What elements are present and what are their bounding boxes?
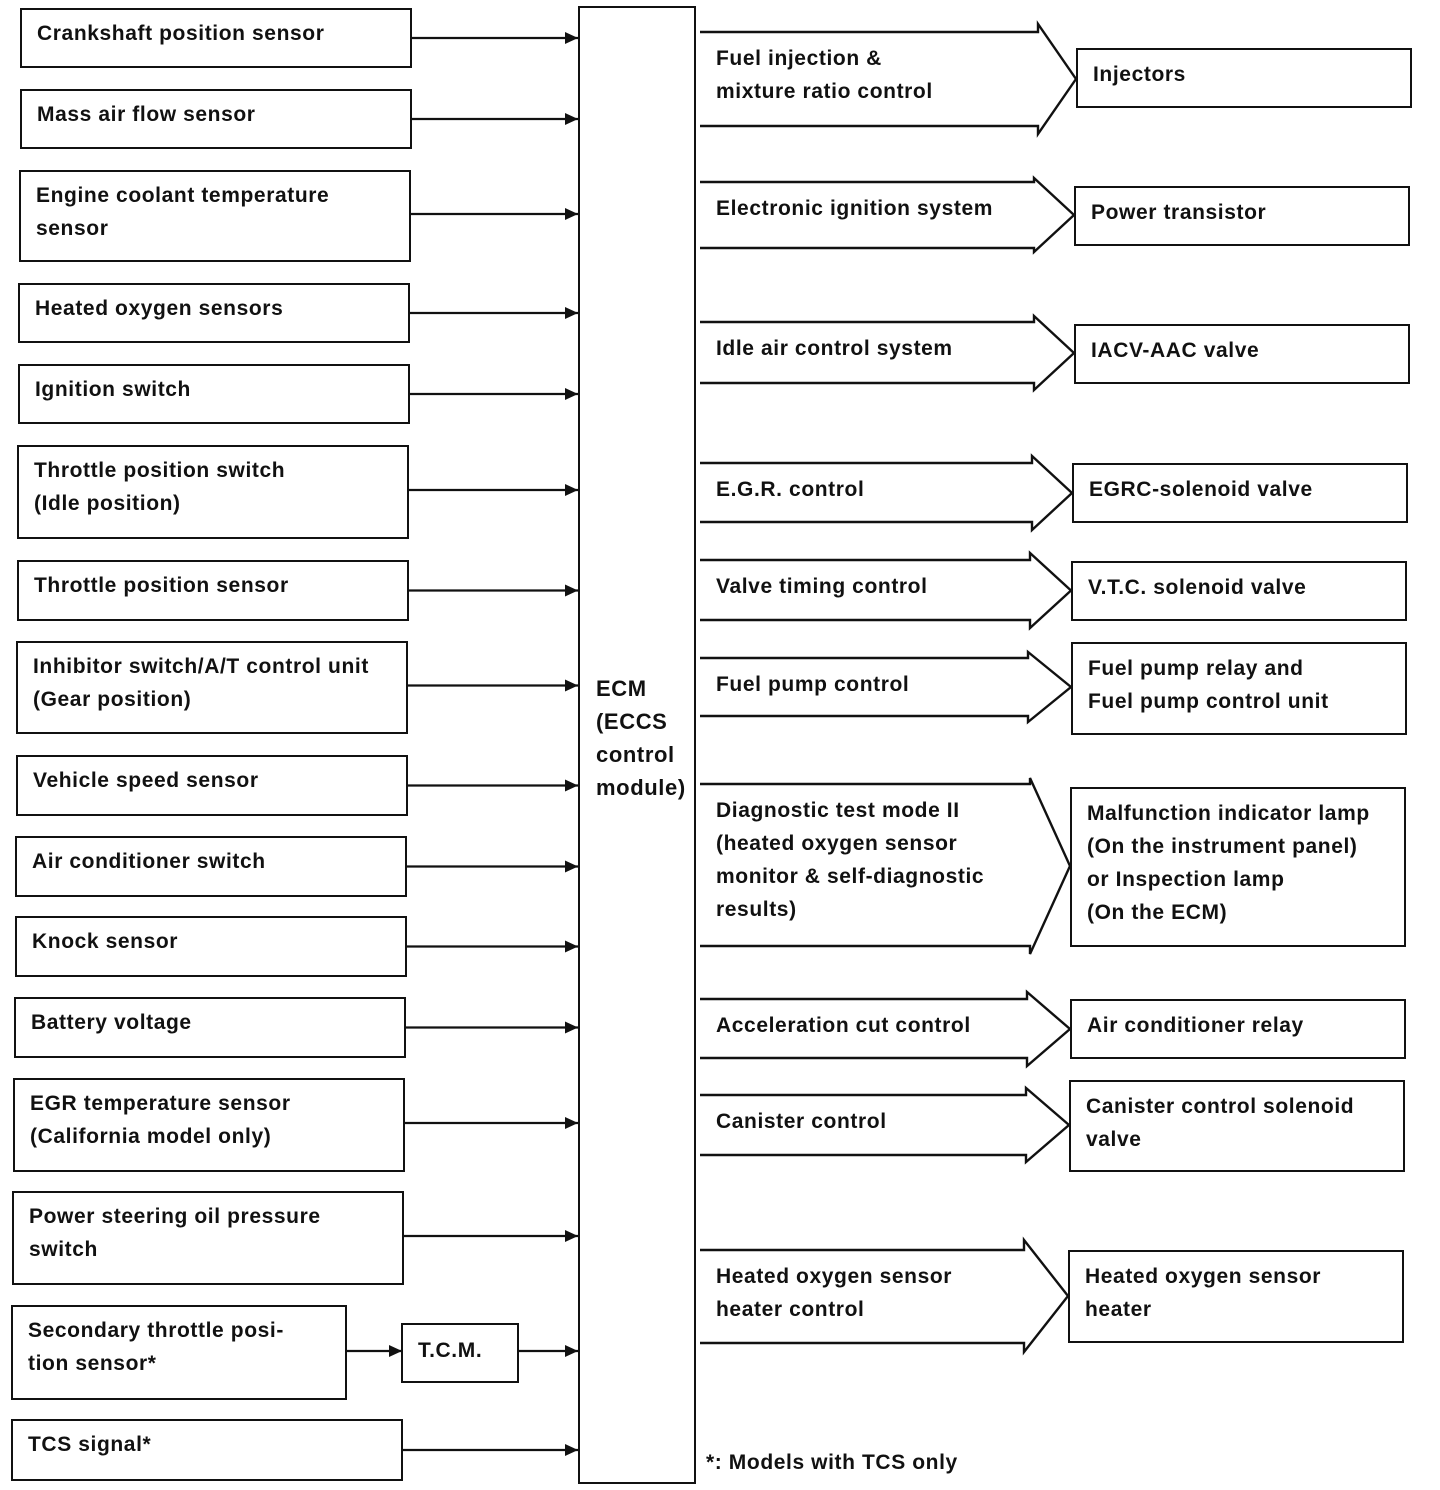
input-label-4: Heated oxygen sensors: [35, 297, 284, 320]
input-label-3: Engine coolant temperature sensor: [36, 184, 330, 240]
input-label-5: Ignition switch: [35, 378, 191, 401]
arrowhead-input-2: [565, 113, 578, 125]
arrowhead-input-8: [565, 680, 578, 692]
input-label-16: TCS signal*: [28, 1433, 152, 1456]
ecm-label: ECM (ECCS control module): [596, 676, 686, 800]
arrowhead-input-11: [565, 941, 578, 953]
arrowhead-tcm-to-ecm: [565, 1345, 578, 1357]
actuator-label-4: EGRC-solenoid valve: [1089, 478, 1313, 501]
input-label-10: Air conditioner switch: [32, 850, 266, 873]
actuator-label-3: IACV-AAC valve: [1091, 339, 1260, 362]
tcm-label: T.C.M.: [418, 1339, 483, 1362]
output-control-label-5: Valve timing control: [716, 575, 928, 598]
footnote: *: Models with TCS only: [706, 1451, 958, 1474]
input-label-12: Battery voltage: [31, 1011, 192, 1034]
output-control-label-4: E.G.R. control: [716, 478, 865, 501]
input-label-14: Power steering oil pressure switch: [29, 1205, 321, 1261]
arrowhead-input-14: [565, 1230, 578, 1242]
actuator-label-6: Fuel pump relay and Fuel pump control unit: [1088, 657, 1329, 713]
input-label-13: EGR temperature sensor (California model only): [30, 1092, 291, 1148]
input-label-8: Inhibitor switch/A/T control unit (Gear position): [33, 655, 369, 711]
input-label-15: Secondary throttle posi- tion sensor*: [28, 1319, 284, 1375]
output-control-label-6: Fuel pump control: [716, 673, 910, 696]
output-control-label-10: Heated oxygen sensor heater control: [716, 1265, 953, 1321]
arrowhead-input-3: [565, 208, 578, 220]
input-label-9: Vehicle speed sensor: [33, 769, 259, 792]
input-label-1: Crankshaft position sensor: [37, 22, 325, 45]
actuator-label-2: Power transistor: [1091, 201, 1267, 224]
actuator-label-9: Canister control solenoid valve: [1086, 1095, 1355, 1151]
output-control-label-9: Canister control: [716, 1110, 887, 1133]
output-control-label-1: Fuel injection & mixture ratio control: [716, 47, 933, 103]
arrowhead-input-4: [565, 307, 578, 319]
arrowhead-input-12: [565, 1022, 578, 1034]
output-control-label-2: Electronic ignition system: [716, 197, 993, 220]
input-label-6: Throttle position switch (Idle position): [34, 459, 286, 515]
actuator-label-5: V.T.C. solenoid valve: [1088, 576, 1307, 599]
input-label-2: Mass air flow sensor: [37, 103, 256, 126]
output-control-label-8: Acceleration cut control: [716, 1014, 971, 1037]
actuator-label-7: Malfunction indicator lamp (On the instrument panel) or Inspection lamp (On the ECM): [1087, 802, 1370, 924]
input-label-7: Throttle position sensor: [34, 574, 289, 597]
output-control-label-7: Diagnostic test mode II (heated oxygen sensor monitor & self-diagnostic results): [716, 799, 985, 921]
arrowhead-input-5: [565, 388, 578, 400]
input-label-11: Knock sensor: [32, 930, 179, 953]
arrowhead-input-1: [565, 32, 578, 44]
arrowhead-input-10: [565, 861, 578, 873]
actuator-label-1: Injectors: [1093, 63, 1186, 86]
arrowhead-input-13: [565, 1117, 578, 1129]
arrowhead-input-6: [565, 484, 578, 496]
arrowhead-input-7: [565, 585, 578, 597]
actuator-label-10: Heated oxygen sensor heater: [1085, 1265, 1322, 1321]
arrowhead-input-9: [565, 780, 578, 792]
arrowhead-input-16: [565, 1444, 578, 1456]
actuator-label-8: Air conditioner relay: [1087, 1014, 1304, 1037]
output-control-label-3: Idle air control system: [716, 337, 953, 360]
